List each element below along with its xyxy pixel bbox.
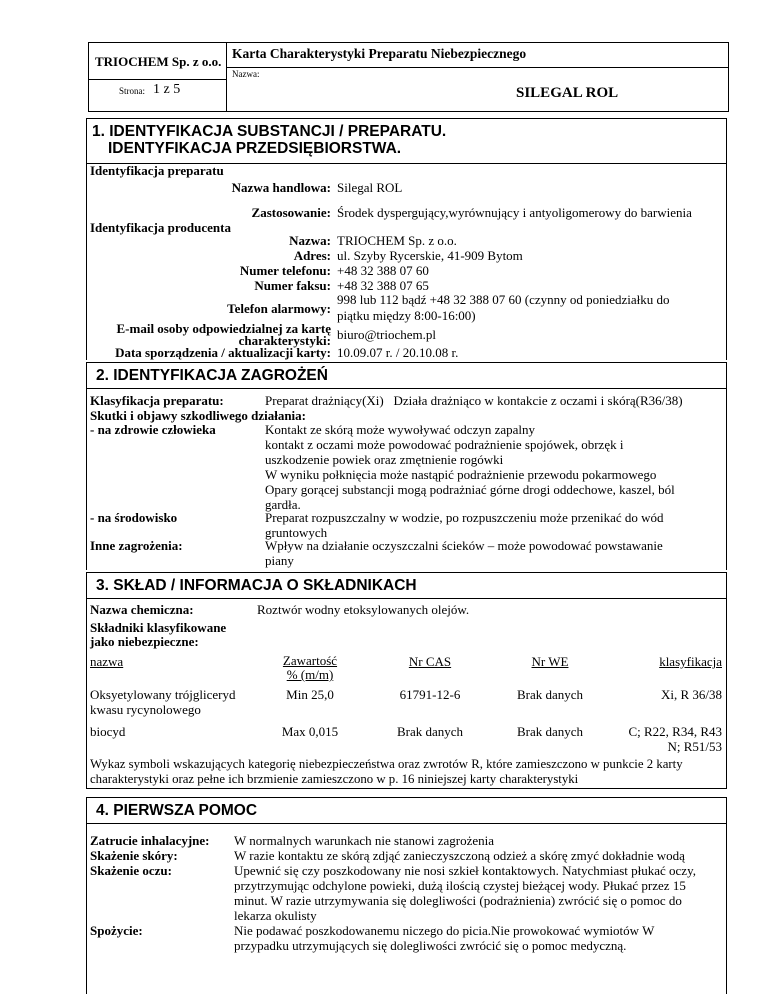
id-prod-heading: Identyfikacja producenta (90, 220, 231, 235)
page-label: Strona: (119, 86, 145, 96)
name-label: Nazwa: (232, 69, 260, 79)
eyes-line: lekarza okulisty (234, 908, 317, 923)
eyes-line: przytrzymując odchylone powieki, dużą ilością czystej bieżącej wody. Płukać przez 15 (234, 878, 686, 893)
col-header-we: Nr WE (531, 654, 569, 669)
fax-value: +48 32 388 07 65 (337, 278, 429, 293)
header-divider (226, 67, 728, 68)
classification-label: Klasyfikacja preparatu: (90, 393, 224, 408)
section-3-title: 3. SKŁAD / INFORMACJA O SKŁADNIKACH (96, 577, 417, 594)
phone-value: +48 32 388 07 60 (337, 263, 429, 278)
fax-label: Numer faksu: (254, 278, 331, 293)
row-name: kwasu rycynolowego (90, 702, 201, 717)
skin-label: Skażenie skóry: (90, 848, 178, 863)
other-hazards (265, 538, 663, 568)
health-line: gardła. (265, 497, 301, 512)
section-3-title-box (86, 572, 727, 599)
skin-value: W razie kontaktu ze skórą zdjąć zanieczyszczoną odzież a skórę zmyć dokładnie wodą (234, 848, 685, 863)
row-classification-line: N; R51/53 (667, 739, 722, 754)
use-value: Środek dyspergujący,wyrównujący i antyoligomerowy do barwienia (337, 205, 692, 220)
symbols-note (90, 757, 724, 787)
emergency-phone-label: Telefon alarmowy: (227, 301, 331, 316)
row-content: Min 25,0 (286, 687, 334, 702)
section-3-bottom-border (86, 788, 727, 789)
section-2-title: 2. IDENTYFIKACJA ZAGROŻEŃ (96, 367, 328, 384)
other-hazards-line: piany (265, 553, 294, 568)
health-line: uszkodzenie powiek oraz zmętnienie rogówki (265, 452, 504, 467)
health-line: Opary gorącej substancji mogą podrażniać górne drogi oddechowe, kaszel, ból (265, 482, 675, 497)
health-label: - na zdrowie człowieka (90, 422, 216, 437)
date-label: Data sporządzenia / aktualizacji karty: (115, 345, 331, 360)
col-header-classification: klasyfikacja (659, 654, 722, 669)
note-line: charakterystyki oraz pełne ich brzmienie zamieszczono w p. 16 niniejszej karty charakterystyki (90, 772, 579, 786)
health-line: Kontakt ze skórą może wywoływać odczyn zapalny (265, 422, 536, 437)
row-cas: Brak danych (396, 724, 464, 739)
environment-line: Preparat rozpuszczalny w wodzie, po rozpuszczeniu może przenikać do wód (265, 510, 664, 525)
company-name: TRIOCHEM Sp. z o.o. (95, 54, 222, 69)
phone-label: Numer telefonu: (239, 263, 331, 278)
col-header-cas: Nr CAS (408, 654, 452, 669)
header-divider (89, 79, 226, 80)
id-prep-heading: Identyfikacja preparatu (90, 163, 224, 178)
environment-effects (265, 510, 664, 540)
ingestion-value (234, 923, 654, 953)
col-header-name: nazwa (90, 654, 124, 669)
use-label: Zastosowanie: (251, 205, 331, 220)
row-classification-line: C; R22, R34, R43 (628, 724, 722, 739)
inhalation-label: Zatrucie inhalacyjne: (90, 833, 210, 848)
address-value: ul. Szyby Rycerskie, 41-909 Bytom (337, 248, 523, 263)
environment-label: - na środowisko (90, 510, 178, 525)
col-header-content: Zawartość % (m/m) (282, 653, 338, 682)
section-4-title: 4. PIERWSZA POMOC (96, 802, 258, 819)
eyes-line: minut. W razie utrzymywania się dolegliwości (podrażnienia) zwrócić się o pomoc do (234, 893, 682, 908)
ingestion-line: przypadku utrzymujących się dolegliwości zwrócić się o pomoc medyczną. (234, 938, 627, 953)
ingestion-label: Spożycie: (90, 923, 143, 938)
document-title: Karta Charakterystyki Preparatu Niebezpiecznego (232, 46, 527, 61)
section-4-title-box (86, 797, 727, 824)
row-classification: Xi, R 36/38 (660, 687, 722, 702)
address-label: Adres: (293, 248, 331, 263)
eyes-label: Skażenie oczu: (90, 863, 172, 878)
table-row (90, 687, 236, 717)
classification-value: Preparat drażniący(Xi) Działa drażniąco w kontakcie z oczami i skórą(R36/38) (265, 393, 683, 408)
document-header (88, 42, 729, 112)
email-label-1: E-mail osoby odpowiedzialnej za kartę (116, 321, 331, 336)
email-label-2: charakterystyki: (238, 333, 331, 348)
section-1-title-box (86, 118, 727, 164)
health-effects (265, 422, 675, 512)
ingestion-line: Nie podawać poszkodowanemu niczego do picia.Nie prowokować wymiotów W (234, 923, 655, 938)
effects-label: Skutki i objawy szkodliwego działania: (90, 408, 306, 423)
chemical-name-value: Roztwór wodny etoksylowanych olejów. (257, 602, 470, 617)
health-line: W wyniku połknięcia może nastąpić podrażnienie przewodu pokarmowego (265, 467, 657, 482)
inhalation-value: W normalnych warunkach nie stanowi zagrożenia (234, 833, 495, 848)
note-line: Wykaz symboli wskazujących kategorię niebezpieczeństwa oraz zwrotów R, które zamieszczono w punkcie 2 karty (90, 757, 683, 771)
row-cas: 61791-12-6 (399, 687, 461, 702)
row-classification (590, 724, 722, 754)
hazardous-components-label-1: Składniki klasyfikowane (90, 620, 227, 635)
product-name: SILEGAL ROL (516, 85, 619, 101)
eyes-line: Upewnić się czy poszkodowany nie nosi szkieł kontaktowych. Natychmiast płukać oczy, (234, 863, 696, 878)
section-1-subtitle: IDENTYFIKACJA PRZEDSIĘBIORSTWA. (108, 140, 402, 157)
producer-name-value: TRIOCHEM Sp. z o.o. (337, 233, 457, 248)
other-hazards-label: Inne zagrożenia: (90, 538, 183, 553)
row-we: Brak danych (516, 687, 584, 702)
email-value: biuro@triochem.pl (337, 327, 436, 342)
environment-line: gruntowych (265, 525, 328, 540)
table-row: biocyd (90, 724, 126, 739)
header-divider (226, 43, 227, 111)
section-1-title: 1. IDENTYFIKACJA SUBSTANCJI / PREPARATU. (92, 123, 447, 140)
row-content: Max 0,015 (281, 724, 339, 739)
row-name: Oksyetylowany trójgliceryd (90, 687, 236, 702)
emergency-phone-value-2: piątku między 8:00-16:00) (337, 308, 476, 323)
page-number: 1 z 5 (153, 82, 181, 97)
producer-name-label: Nazwa: (289, 233, 331, 248)
emergency-phone-value-1: 998 lub 112 bądź +48 32 388 07 60 (czynny od poniedziałku do (337, 292, 670, 307)
date-value: 10.09.07 r. / 20.10.08 r. (337, 345, 459, 360)
other-hazards-line: Wpływ na działanie oczyszczalni ścieków – może powodować powstawanie (265, 538, 663, 553)
eyes-value (234, 863, 696, 923)
health-line: kontakt z oczami może powodować podrażnienie spojówek, obrzęk i (265, 437, 624, 452)
hazardous-components-label-2: jako niebezpieczne: (90, 634, 199, 649)
row-we: Brak danych (516, 724, 584, 739)
section-2-title-box (86, 362, 727, 389)
trade-name-label: Nazwa handlowa: (231, 180, 331, 195)
chemical-name-label: Nazwa chemiczna: (90, 602, 194, 617)
trade-name-value: Silegal ROL (337, 180, 403, 195)
